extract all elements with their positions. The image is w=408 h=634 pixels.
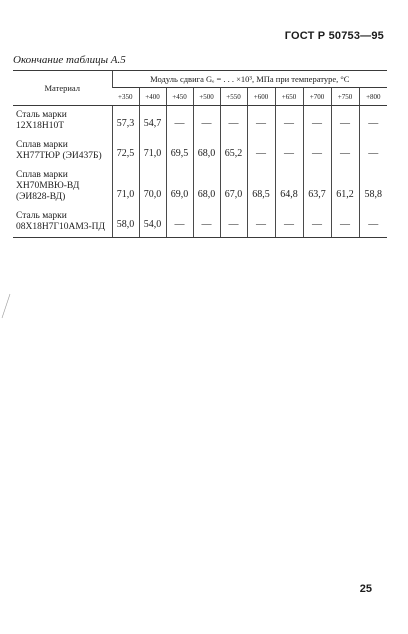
temperature-header-cell: +650 xyxy=(275,88,303,106)
temperature-header-cell: +600 xyxy=(247,88,275,106)
modulus-value-cell: — xyxy=(359,106,387,137)
modulus-value-cell: 68,0 xyxy=(193,136,220,166)
table-row xyxy=(13,106,387,137)
modulus-value-cell: 54,0 xyxy=(139,207,166,238)
modulus-value-cell: — xyxy=(359,136,387,166)
modulus-value-cell: — xyxy=(303,207,331,238)
modulus-value-cell: 63,7 xyxy=(303,166,331,207)
modulus-value-cell: — xyxy=(247,106,275,137)
modulus-value-cell: — xyxy=(275,207,303,238)
table-row xyxy=(13,136,387,166)
temperature-header-cell: +700 xyxy=(303,88,331,106)
table-header xyxy=(13,71,387,106)
material-column-header: Материал xyxy=(13,71,112,106)
modulus-value-cell: 58,0 xyxy=(112,207,139,238)
modulus-value-cell: — xyxy=(166,207,193,238)
modulus-value-cell: 68,5 xyxy=(247,166,275,207)
modulus-value-cell: 67,0 xyxy=(220,166,247,207)
temperature-header-cell: +500 xyxy=(193,88,220,106)
modulus-value-cell: 69,0 xyxy=(166,166,193,207)
page-number: 25 xyxy=(359,583,372,595)
temperature-header-cell: +450 xyxy=(166,88,193,106)
shear-modulus-table xyxy=(13,70,387,238)
modulus-value-cell: — xyxy=(303,136,331,166)
temperature-header-cell: +800 xyxy=(359,88,387,106)
temperature-header-cell: +750 xyxy=(331,88,359,106)
temperature-header-cell: +400 xyxy=(139,88,166,106)
table-caption: Окончание таблицы А.5 xyxy=(13,54,126,66)
modulus-value-cell: — xyxy=(331,106,359,137)
document-code: ГОСТ Р 50753—95 xyxy=(284,30,384,42)
modulus-value-cell: 58,8 xyxy=(359,166,387,207)
material-name-cell: Сплав марки ХН77ТЮР (ЭИ437Б) xyxy=(16,140,102,161)
modulus-value-cell: — xyxy=(220,106,247,137)
modulus-value-cell: — xyxy=(220,207,247,238)
modulus-value-cell: 68,0 xyxy=(193,166,220,207)
modulus-value-cell: — xyxy=(331,207,359,238)
table-container xyxy=(13,70,387,238)
modulus-value-cell: 69,5 xyxy=(166,136,193,166)
material-name-cell: Сталь марки 12Х18Н10Т xyxy=(16,110,67,131)
header-row xyxy=(13,71,387,88)
table-row xyxy=(13,166,387,207)
temperature-header-cell: +350 xyxy=(112,88,139,106)
modulus-value-cell: — xyxy=(193,106,220,137)
modulus-value-cell: — xyxy=(303,106,331,137)
modulus-value-cell: — xyxy=(247,136,275,166)
modulus-value-cell: 61,2 xyxy=(331,166,359,207)
modulus-value-cell: — xyxy=(193,207,220,238)
modulus-value-cell: 57,3 xyxy=(112,106,139,137)
modulus-value-cell: — xyxy=(331,136,359,166)
modulus-value-cell: 65,2 xyxy=(220,136,247,166)
modulus-value-cell: — xyxy=(275,106,303,137)
modulus-value-cell: 72,5 xyxy=(112,136,139,166)
table-row xyxy=(13,207,387,238)
modulus-value-cell: 71,0 xyxy=(112,166,139,207)
modulus-value-cell: — xyxy=(275,136,303,166)
modulus-value-cell: 64,8 xyxy=(275,166,303,207)
modulus-value-cell: — xyxy=(359,207,387,238)
modulus-value-cell: — xyxy=(247,207,275,238)
modulus-value-cell: 54,7 xyxy=(139,106,166,137)
modulus-value-cell: — xyxy=(166,106,193,137)
table-body xyxy=(13,106,387,238)
shear-modulus-header: Модуль сдвига Gₑ = . . . ×10³, МПа при температуре, °С xyxy=(112,71,387,88)
modulus-value-cell: 71,0 xyxy=(139,136,166,166)
temperature-header-cell: +550 xyxy=(220,88,247,106)
material-name-cell: Сплав марки ХН70МВЮ-ВД (ЭИ828-ВД) xyxy=(16,170,80,202)
scan-artifact-line xyxy=(0,290,14,320)
material-name-cell: Сталь марки 08Х18Н7Г10АМ3-ПД xyxy=(13,207,112,238)
modulus-value-cell: 70,0 xyxy=(139,166,166,207)
